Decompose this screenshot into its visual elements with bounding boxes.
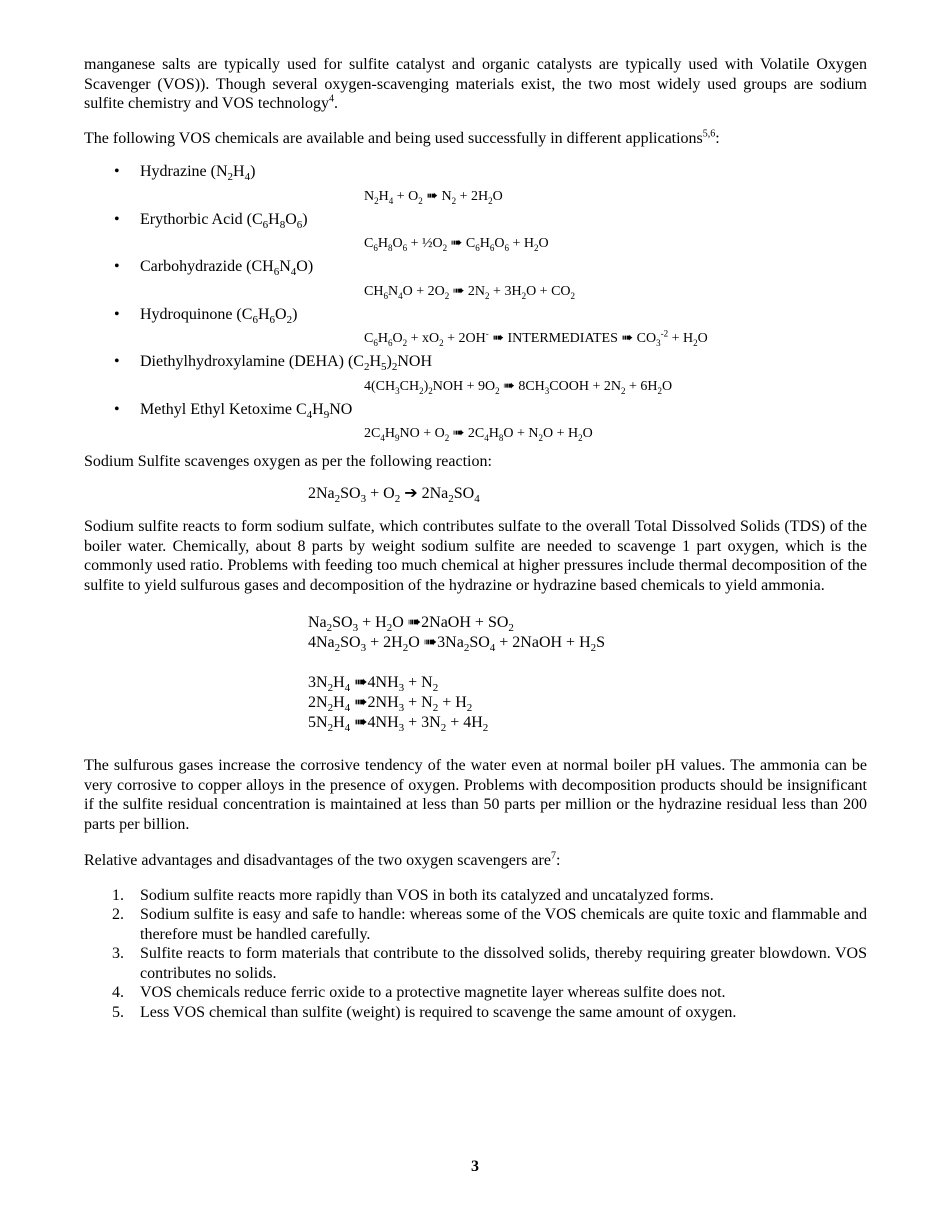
chemical-name: Hydroquinone $(C_6H_6O_2)$ bbox=[140, 305, 298, 326]
bullet-icon: • bbox=[114, 163, 120, 180]
chemical-reaction: $C_6H_6O_2 + xO_2 + 2OH^-$ ➠ INTERMEDIATES ➠ $CO_3^{-2} + H_2O$ bbox=[364, 328, 708, 348]
bullet-icon: • bbox=[114, 258, 120, 275]
ref-5-6: 5,6 bbox=[702, 128, 716, 140]
hydrazine-decomp-equation: $5N_2H_4$ $➠4NH_3 + 3N_2 + 4H_2$ bbox=[308, 714, 489, 735]
chemical-reaction: $4(CH_3CH_2)_2NOH + 9O_2$ ➠ $8CH_3COOH + 2N_2 + 6H_2O$ bbox=[364, 378, 673, 396]
sulfite-decomp-equation: $Na_2SO_3 + H_2O$ ➠2NaOH + $SO_2$ bbox=[308, 614, 514, 635]
ref-7: 7 bbox=[550, 850, 556, 862]
list-item bbox=[84, 400, 867, 445]
chemical-reaction: $CH_6N_4O + 2O_2$ ➠ $2N_2 + 3H_2O + CO_2$ bbox=[364, 283, 576, 301]
page-number: 3 bbox=[471, 1158, 479, 1175]
advantages-list bbox=[84, 886, 867, 1023]
chemical-name: Methyl Ethyl Ketoxime $C_4H_9NO$ bbox=[140, 400, 353, 421]
advantages-intro: Relative advantages and disadvantages of the two oxygen scavengers are$^7$: bbox=[84, 850, 561, 869]
item-number: 1. bbox=[112, 886, 124, 904]
corrosion-paragraph: The sulfurous gases increase the corrosive tendency of the water even at normal boiler pH values. The ammonia can be very corrosive to copper alloys in the presence of oxygen. Problems with decomposition products should be insignificant if the sulfite residual concentration is maintained at less than 50 parts per million or the hydrazine residual less than 200 parts per billion. bbox=[84, 757, 867, 833]
list-item bbox=[84, 905, 867, 944]
vos-chemical-list bbox=[84, 162, 867, 444]
list-item bbox=[84, 305, 867, 350]
page-body bbox=[84, 55, 867, 1022]
chemical-reaction: $C_6H_8O_6$ + $\frac{1}{2}O_2$ ➠ $C_6H_6O_6 + H_2O$ bbox=[364, 236, 549, 253]
hydrazine-decomp-equation: $3N_2H_4$ $➠4NH_3 + N_2$ bbox=[308, 674, 439, 695]
sulfite-paragraph: Sodium sulfite reacts to form sodium sulfate, which contributes sulfate to the overall Total Dissolved Solids (TDS) of the boiler water. Chemically, about 8 parts by weight sodium sulfite are needed to scavenge 1 part oxygen, which is the commonly used ratio. Problems with feeding too much chemical at higher pressures include thermal decomposition of the sulfite to yield sulfurous gases and decomposition of the hydrazine or hydrazine based chemicals to yield ammonia. bbox=[84, 518, 867, 594]
chemical-name: Hydrazine $(N_2H_4)$ bbox=[140, 163, 256, 184]
vos-intro-paragraph: The following VOS chemicals are available and being used successfully in different applications$^{5,6}$: bbox=[84, 128, 720, 147]
bullet-icon: • bbox=[114, 305, 120, 323]
ref-4: 4 bbox=[329, 93, 334, 105]
list-item bbox=[84, 352, 867, 397]
item-number: 5. bbox=[112, 1003, 124, 1021]
item-text: Sodium sulfite reacts more rapidly than VOS in both its catalyzed and uncatalyzed forms. bbox=[140, 886, 714, 904]
list-item bbox=[84, 886, 867, 906]
sulfite-reaction: $2Na_2SO_3 + O_2$ ➔ $2Na_2SO_4$ bbox=[308, 484, 480, 505]
chemical-name: Carbohydrazide $(CH_6N_4O)$ bbox=[140, 258, 314, 279]
chemical-name: Diethylhydroxylamine (DEHA) $(C_2H_5)_2NOH$ bbox=[140, 353, 433, 374]
item-text: Sodium sulfite is easy and safe to handle: whereas some of the VOS chemicals are quite toxic and flammable and therefore must be handled carefully. bbox=[140, 906, 867, 943]
item-number: 3. bbox=[112, 945, 124, 962]
bullet-icon: • bbox=[114, 400, 120, 418]
sulfite-intro: Sodium Sulfite scavenges oxygen as per the following reaction: bbox=[84, 453, 492, 470]
list-item bbox=[84, 257, 867, 302]
list-item bbox=[84, 162, 867, 207]
list-item bbox=[84, 1003, 867, 1023]
list-item bbox=[84, 944, 867, 983]
bullet-icon: • bbox=[114, 353, 120, 370]
item-text: Less VOS chemical than sulfite (weight) is required to scavenge the same amount of oxygen. bbox=[140, 1003, 737, 1021]
chemical-reaction: $N_2H_4 + O_2$ ➠ $N_2 + 2H_2O$ bbox=[364, 188, 503, 206]
chemical-reaction: $2C_4H_9NO + O_2$ ➠ $2C_4H_8O + N_2O + H_2O$ bbox=[364, 426, 593, 443]
chemical-name: Erythorbic Acid $(C_6H_8O_6)$ bbox=[140, 210, 308, 231]
item-text: VOS chemicals reduce ferric oxide to a protective magnetite layer whereas sulfite does not. bbox=[140, 984, 726, 1001]
hydrazine-decomp-equation: $2N_2H_4$ $➠2NH_3 + N_2 + H_2$ bbox=[308, 694, 473, 715]
item-text: Sulfite reacts to form materials that contribute to the dissolved solids, thereby requiring greater blowdown. VOS contributes no solids. bbox=[140, 945, 867, 982]
list-item bbox=[84, 983, 867, 1003]
decomposition-equations bbox=[308, 613, 867, 733]
bullet-icon: • bbox=[114, 210, 120, 228]
sulfite-decomp-equation: $4Na_2SO_3 + 2H_2O$ $➠3Na_2SO_4$ + 2NaOH + $H_2S$ bbox=[308, 634, 606, 655]
list-item bbox=[84, 210, 867, 255]
intro-paragraph: manganese salts are typically used for sulfite catalyst and organic catalysts are typically used with Volatile Oxygen Scavenger (VOS)). Though several oxygen-scavenging materials exist, the two most widely used groups are sodium sulfite chemistry and VOS technology$^4$. bbox=[84, 56, 867, 112]
item-number: 2. bbox=[112, 906, 124, 923]
item-number: 4. bbox=[112, 984, 124, 1001]
